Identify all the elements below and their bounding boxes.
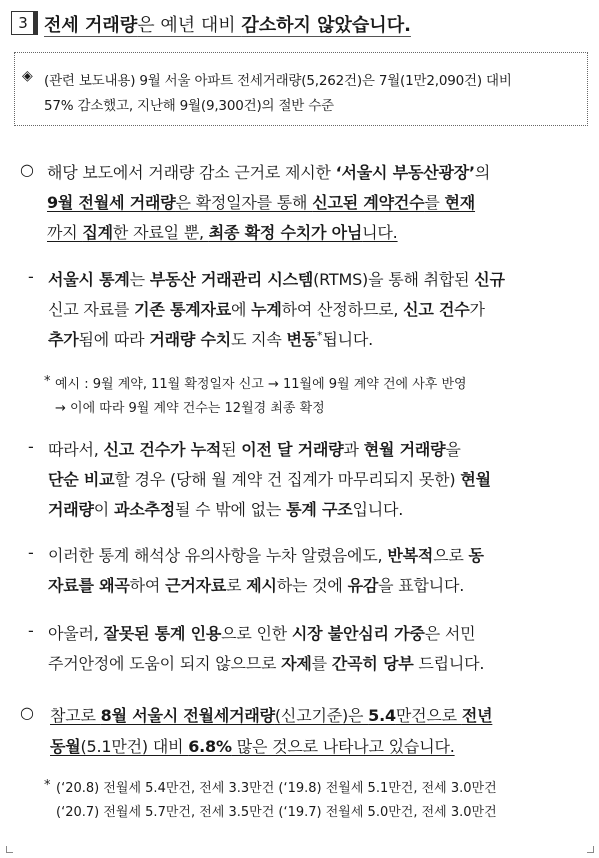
text-run: 에 xyxy=(230,300,252,319)
paragraph-line xyxy=(47,190,475,213)
text-run: 서울시 통계 xyxy=(48,270,130,289)
reference-line-1: (관련 보도내용) 9월 서울 아파트 전세거래량(5,262건)은 7월(1만2,090건) 대비 xyxy=(44,73,512,89)
page-corner-mark xyxy=(587,846,594,853)
text-run: 집계 xyxy=(82,223,113,242)
text-run: 하는 것에 xyxy=(276,576,348,595)
text-run: 따라서, xyxy=(48,440,104,459)
text-run: 할 경우 (당해 월 계약 건 집계가 마무리되지 못한) xyxy=(114,470,461,489)
paragraph-line xyxy=(50,734,455,757)
text-run: 드립니다. xyxy=(413,654,485,673)
paragraph-line xyxy=(48,327,373,350)
text-run: 을 표합니다. xyxy=(378,576,465,595)
paragraph-line xyxy=(48,467,491,490)
text-run: 거래량 xyxy=(48,500,94,519)
paragraph-line xyxy=(48,267,505,290)
text-run: 은 확정일자를 통해 xyxy=(175,193,313,212)
text-run: 로 xyxy=(226,576,247,595)
text-run: 시장 불안심리 가중 xyxy=(291,624,425,643)
text-run: * xyxy=(317,329,323,342)
text-run: 반복적 xyxy=(387,546,434,565)
text-run: 9월 전월세 거래량 xyxy=(47,193,176,212)
text-run: 니다. xyxy=(362,223,398,242)
text-run: 으로 인한 xyxy=(221,624,292,643)
text-run: 하여 산정하므로, xyxy=(281,300,404,319)
paragraph-line xyxy=(48,497,403,520)
note-line: (‘20.8) 전월세 5.4만건, 전세 3.3만건 (‘19.8) 전월세 5.1만건, 전세 3.0만건 xyxy=(56,781,497,796)
text-run: 추가 xyxy=(48,330,79,349)
dash-bullet-icon: - xyxy=(28,267,34,286)
text-run: 현월 거래량 xyxy=(363,440,446,459)
text-run: (5.1만건) 대비 xyxy=(80,737,189,756)
text-run: 는 xyxy=(129,270,150,289)
paragraph-line xyxy=(48,621,475,644)
text-run: 으로 xyxy=(433,546,469,565)
title-segment: 은 예년 대비 xyxy=(137,15,242,36)
text-run: 아울러, xyxy=(48,624,104,643)
text-run: 의 xyxy=(474,163,491,182)
text-run: 8월 서울시 전월세거래량 xyxy=(100,706,275,725)
text-run: 동월 xyxy=(50,737,81,756)
title-segment: 전세 거래량 xyxy=(44,15,138,36)
text-run: 유감 xyxy=(347,576,379,595)
text-run: 근거자료 xyxy=(165,576,227,595)
text-run: 해당 보도에서 거래량 감소 근거로 제시한 xyxy=(47,163,336,182)
section-number: 3 xyxy=(11,11,35,35)
text-run: (RTMS)을 통해 취합된 xyxy=(313,270,475,289)
paragraph-line xyxy=(50,703,492,726)
text-run: 전년 xyxy=(461,706,493,725)
text-run: 과소추정 xyxy=(113,500,175,519)
text-run: 자료를 xyxy=(48,576,100,595)
note-marker: * xyxy=(44,778,51,793)
page-title xyxy=(44,11,411,37)
text-run: 를 xyxy=(311,654,332,673)
text-run: 를 xyxy=(424,193,445,212)
text-run: 간곡히 당부 xyxy=(331,654,414,673)
paragraph-line xyxy=(47,220,398,243)
paragraph-line xyxy=(48,297,485,320)
text-run: 주거안정에 도움이 되지 않으므로 xyxy=(48,654,282,673)
text-run: 신고 건수가 누적 xyxy=(103,440,222,459)
text-run: 도 지속 xyxy=(230,330,287,349)
text-run: 이 xyxy=(93,500,114,519)
text-run: 기존 통계자료 xyxy=(134,300,231,319)
text-run: 이전 달 거래량 xyxy=(241,440,344,459)
text-run: 많은 것으로 나타나고 있습니다. xyxy=(231,737,455,756)
note-line: 예시 : 9월 계약, 11월 확정일자 신고 → 11월에 9월 계약 건에 사후 반영 xyxy=(55,377,467,392)
text-run: 거래량 수치 xyxy=(149,330,231,349)
dash-bullet-icon: - xyxy=(28,437,34,456)
reference-box xyxy=(14,52,588,126)
circle-bullet-icon: ○ xyxy=(20,703,34,722)
text-run: 통계 구조 xyxy=(286,500,353,519)
diamond-bullet-icon: ◈ xyxy=(22,68,33,84)
paragraph-line xyxy=(47,160,490,183)
dash-bullet-icon: - xyxy=(28,621,34,640)
reference-line-2: 57% 감소했고, 지난해 9월(9,300건)의 절반 수준 xyxy=(44,98,334,114)
paragraph-line xyxy=(48,437,461,460)
text-run: 왜곡 xyxy=(99,576,130,595)
text-run: 신고된 계약건수 xyxy=(312,193,425,212)
text-run: 6.8% xyxy=(188,737,232,756)
text-run: 만건으로 xyxy=(395,706,462,725)
text-run: 현재 xyxy=(444,193,476,212)
text-run: 이러한 통계 해석상 유의사항을 누차 알렸음에도, xyxy=(48,546,388,565)
title-marker-bar xyxy=(33,11,38,35)
text-run: 자제 xyxy=(281,654,312,673)
text-run: 된 xyxy=(221,440,242,459)
text-run: 참고로 xyxy=(50,706,101,725)
text-run: 부동산 거래관리 시스템 xyxy=(149,270,314,289)
text-run: 은 서민 xyxy=(424,624,476,643)
text-run: 변동 xyxy=(286,330,318,349)
text-run: 을 xyxy=(445,440,461,459)
note-line: (‘20.7) 전월세 5.7만건, 전세 3.5만건 (‘19.7) 전월세 5.0만건, 전세 3.0만건 xyxy=(56,805,497,820)
paragraph-line xyxy=(48,651,484,674)
dash-bullet-icon: - xyxy=(28,543,34,562)
text-run: 신규 xyxy=(474,270,505,289)
note-marker: * xyxy=(44,374,51,389)
text-run: 누계 xyxy=(251,300,282,319)
text-run: ‘서울시 부동산광장’ xyxy=(335,163,475,182)
text-run: 하여 xyxy=(129,576,166,595)
text-run: 까지 xyxy=(47,223,83,242)
text-run: 입니다. xyxy=(352,500,404,519)
text-run: 현월 xyxy=(460,470,491,489)
text-run: 동 xyxy=(468,546,484,565)
text-run: 과 xyxy=(343,440,364,459)
text-run: 될 수 밖에 없는 xyxy=(174,500,287,519)
note-line: → 이에 따라 9월 계약 건수는 12월경 최종 확정 xyxy=(55,401,325,416)
text-run: 제시 xyxy=(246,576,277,595)
text-run: 가 xyxy=(469,300,485,319)
text-run: 한 자료일 뿐, xyxy=(112,223,209,242)
text-run: 됨에 따라 xyxy=(78,330,150,349)
text-run: 5.4 xyxy=(368,706,396,725)
page-corner-mark xyxy=(6,846,13,853)
title-segment: 감소하지 않았습니다. xyxy=(241,15,411,36)
text-run: 신고 건수 xyxy=(403,300,470,319)
text-run: 단순 비교 xyxy=(48,470,115,489)
text-run: (신고기준)은 xyxy=(274,706,369,725)
paragraph-line xyxy=(48,573,464,596)
text-run: 최종 확정 수치가 아님 xyxy=(208,223,363,242)
paragraph-line xyxy=(48,543,484,566)
text-run: 신고 자료를 xyxy=(48,300,135,319)
circle-bullet-icon: ○ xyxy=(20,160,34,179)
text-run: 잘못된 통계 인용 xyxy=(103,624,222,643)
text-run: 됩니다. xyxy=(322,330,373,349)
